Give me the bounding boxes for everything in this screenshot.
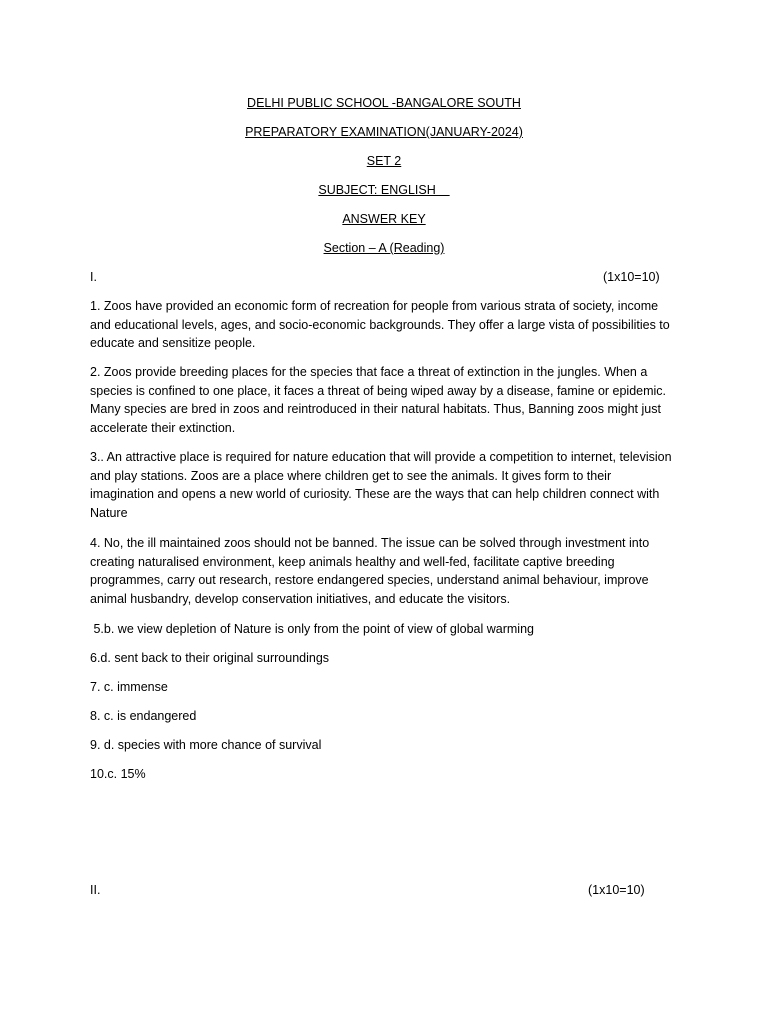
part-two-marks: (1x10=10) <box>588 883 645 897</box>
part-two-label: II. <box>90 883 101 897</box>
answer-4: 4. No, the ill maintained zoos should not be banned. The issue can be solved through investment into creating naturalised environment, keep animals healthy and well-fed, facilitate captive breeding programmes, carry out research, restore endangered species, understand animal behaviour, improve animal husbandry, develop conservation initiatives, and educate the visitors. <box>90 536 650 607</box>
answer-3: 3.. An attractive place is required for nature education that will provide a competition to internet, television and play stations. Zoos are a place where children get to see the animals. It gives form to their imagination and opens a new world of curiosity. These are the ways that can help children connect with Nature <box>90 450 672 521</box>
answer-7: 7. c. immense <box>90 680 168 694</box>
set-label: SET 2 <box>366 154 402 168</box>
school-name: DELHI PUBLIC SCHOOL -BANGALORE SOUTH <box>247 96 521 110</box>
answer-6: 6.d. sent back to their original surroundings <box>90 651 330 665</box>
exam-title: PREPARATORY EXAMINATION(JANUARY-2024) <box>245 125 523 139</box>
part-two-heading-row <box>90 882 678 898</box>
part-one-marks: (1x10=10) <box>603 270 660 284</box>
subject-label: SUBJECT: ENGLISH <box>318 183 450 197</box>
answer-10: 10.c. 15% <box>90 767 146 781</box>
section-title: Section – A (Reading) <box>323 241 445 255</box>
answer-2: 2. Zoos provide breeding places for the species that face a threat of extinction in the jungles. When a species is confined to one place, it faces a threat of being wiped away by a disease, famine or epidemic. Many species are bred in zoos and reintroduced in their natural habitats. Thus, Banning zoos might just accelerate their extinction. <box>90 365 667 436</box>
part-one-label: I. <box>90 270 97 284</box>
answer-9: 9. d. species with more chance of survival <box>90 738 322 752</box>
part-one-heading-row <box>90 269 678 285</box>
answer-5: 5.b. we view depletion of Nature is only from the point of view of global warming <box>90 622 534 636</box>
answer-8: 8. c. is endangered <box>90 709 197 723</box>
answer-1: 1. Zoos have provided an economic form of recreation for people from various strata of society, income and educational levels, ages, and socio-economic backgrounds. They offer a large vista of possibilities to educate and sensitize people. <box>90 299 670 351</box>
answer-key-title: ANSWER KEY <box>342 212 426 226</box>
